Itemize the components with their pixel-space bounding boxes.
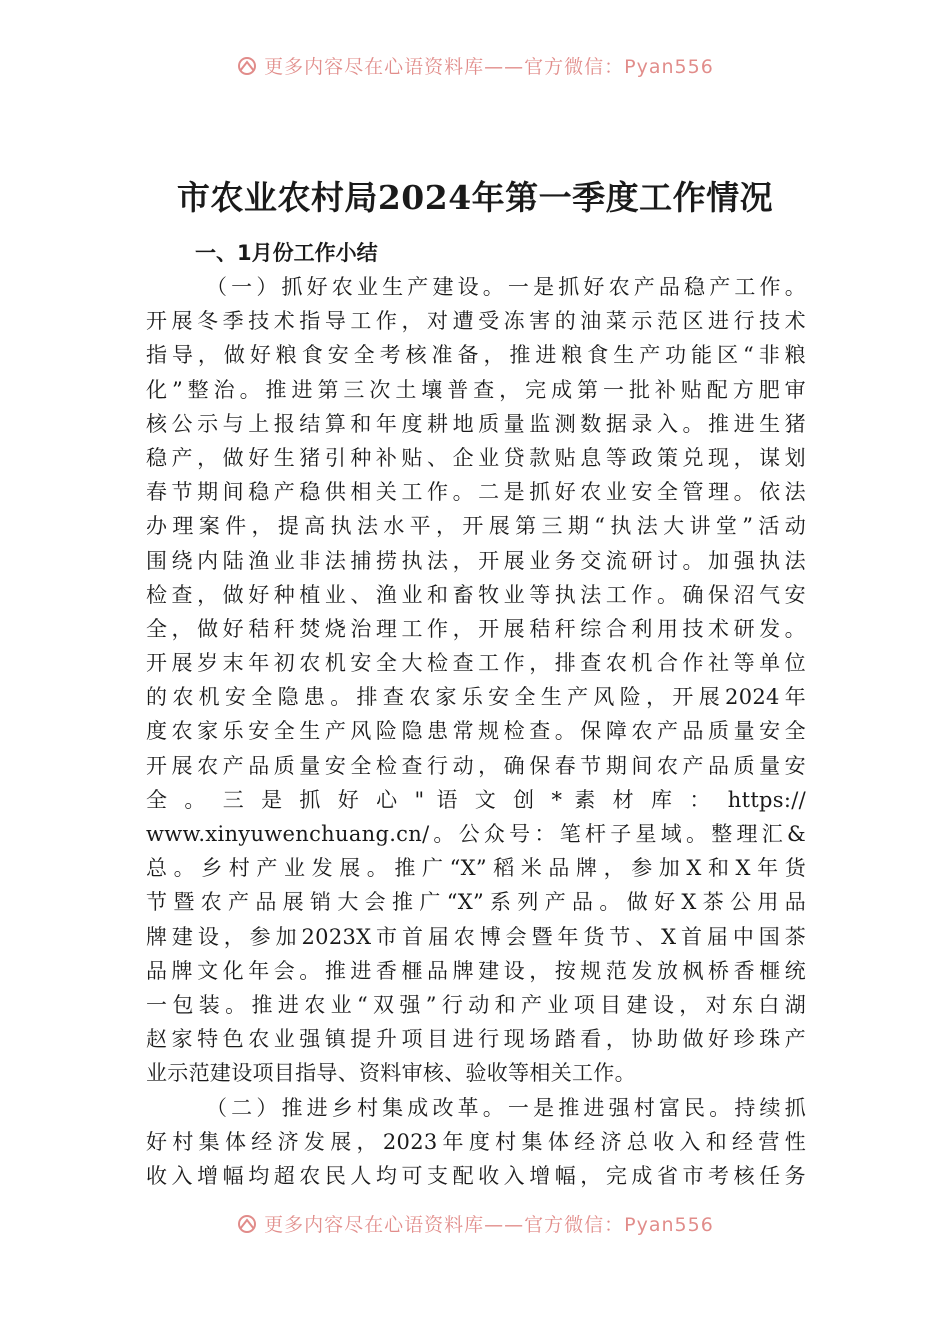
paragraph-line: 开展岁末年初农机安全大检查工作，排查农机合作社等单位 <box>146 651 806 676</box>
document-title: 市农业农村局2024年第一季度工作情况 <box>176 178 774 217</box>
paragraph-line: 开展农产品质量安全检查行动，确保春节期间农产品质量安 <box>146 753 806 778</box>
paragraph-line: 全，做好秸秆焚烧治理工作，开展秸秆综合利用技术研发。 <box>146 616 806 641</box>
paragraph-line: 化”整治。推进第三次土壤普查，完成第一批补贴配方肥审 <box>146 377 806 402</box>
watermark-logo-icon <box>236 1213 258 1235</box>
watermark-header-text: 更多内容尽在心语资料库——官方微信：Pyan556 <box>264 56 714 78</box>
paragraph-line: 核公示与上报结算和年度耕地质量监测数据录入。推进生猪 <box>146 411 806 436</box>
body-text <box>146 270 806 1193</box>
paragraph-line: 检查，做好种植业、渔业和畜牧业等执法工作。确保沼气安 <box>146 582 806 607</box>
paragraph-line: www.xinyuwenchuang.cn/。公众号：笔杆子星域。整理汇& <box>146 822 806 846</box>
paragraph-line: 好村集体经济发展，2023年度村集体经济总收入和经营性 <box>146 1129 806 1154</box>
paragraph-line: 总。乡村产业发展。推广“X”稻米品牌，参加X和X年货 <box>146 856 806 881</box>
paragraph-line: 指导，做好粮食安全考核准备，推进粮食生产功能区“非粮 <box>146 343 806 368</box>
watermark-logo-icon <box>236 55 258 77</box>
paragraph-line: 品牌文化年会。推进香榧品牌建设，按规范发放枫桥香榧统 <box>146 958 806 983</box>
paragraph-line: 全 。 三 是 抓 好 心 " 语 文 创 * 素 材 库 ： https:// <box>146 787 806 812</box>
watermark-footer <box>0 1212 950 1238</box>
paragraph-line: 的农机安全隐患。排查农家乐安全生产风险，开展2024年 <box>146 685 806 710</box>
paragraph-line: 牌建设，参加2023X市首届农博会暨年货节、X首届中国茶 <box>146 924 806 949</box>
paragraph-line: 办理案件，提高执法水平，开展第三期“执法大讲堂”活动 <box>146 514 806 539</box>
watermark-header <box>0 54 950 80</box>
paragraph-line: 稳产，做好生猪引种补贴、企业贷款贴息等政策兑现，谋划 <box>146 445 806 470</box>
paragraph-line: 节暨农产品展销大会推广“X”系列产品。做好X茶公用品 <box>146 890 806 915</box>
paragraph-line: 一包装。推进农业“双强”行动和产业项目建设，对东白湖 <box>146 992 806 1017</box>
paragraph-line: 赵家特色农业强镇提升项目进行现场踏看，协助做好珍珠产 <box>146 1027 806 1052</box>
paragraph-line: 度农家乐安全生产风险隐患常规检查。保障农产品质量安全 <box>146 719 806 744</box>
paragraph-line: 收入增幅均超农民人均可支配收入增幅，完成省市考核任务 <box>146 1163 806 1188</box>
paragraph-line: （一）抓好农业生产建设。一是抓好农产品稳产工作。 <box>206 275 806 299</box>
section-heading: 一、1月份工作小结 <box>195 241 378 265</box>
paragraph-line: 开展冬季技术指导工作，对遭受冻害的油菜示范区进行技术 <box>146 309 806 334</box>
paragraph-line: 春节期间稳产稳供相关工作。二是抓好农业安全管理。依法 <box>146 480 806 505</box>
paragraph-line: （二）推进乡村集成改革。一是推进强村富民。持续抓 <box>206 1095 806 1120</box>
paragraph-line: 围绕内陆渔业非法捕捞执法，开展业务交流研讨。加强执法 <box>146 548 806 573</box>
watermark-footer-text: 更多内容尽在心语资料库——官方微信：Pyan556 <box>264 1214 714 1236</box>
paragraph-line: 业示范建设项目指导、资料审核、验收等相关工作。 <box>146 1061 636 1086</box>
